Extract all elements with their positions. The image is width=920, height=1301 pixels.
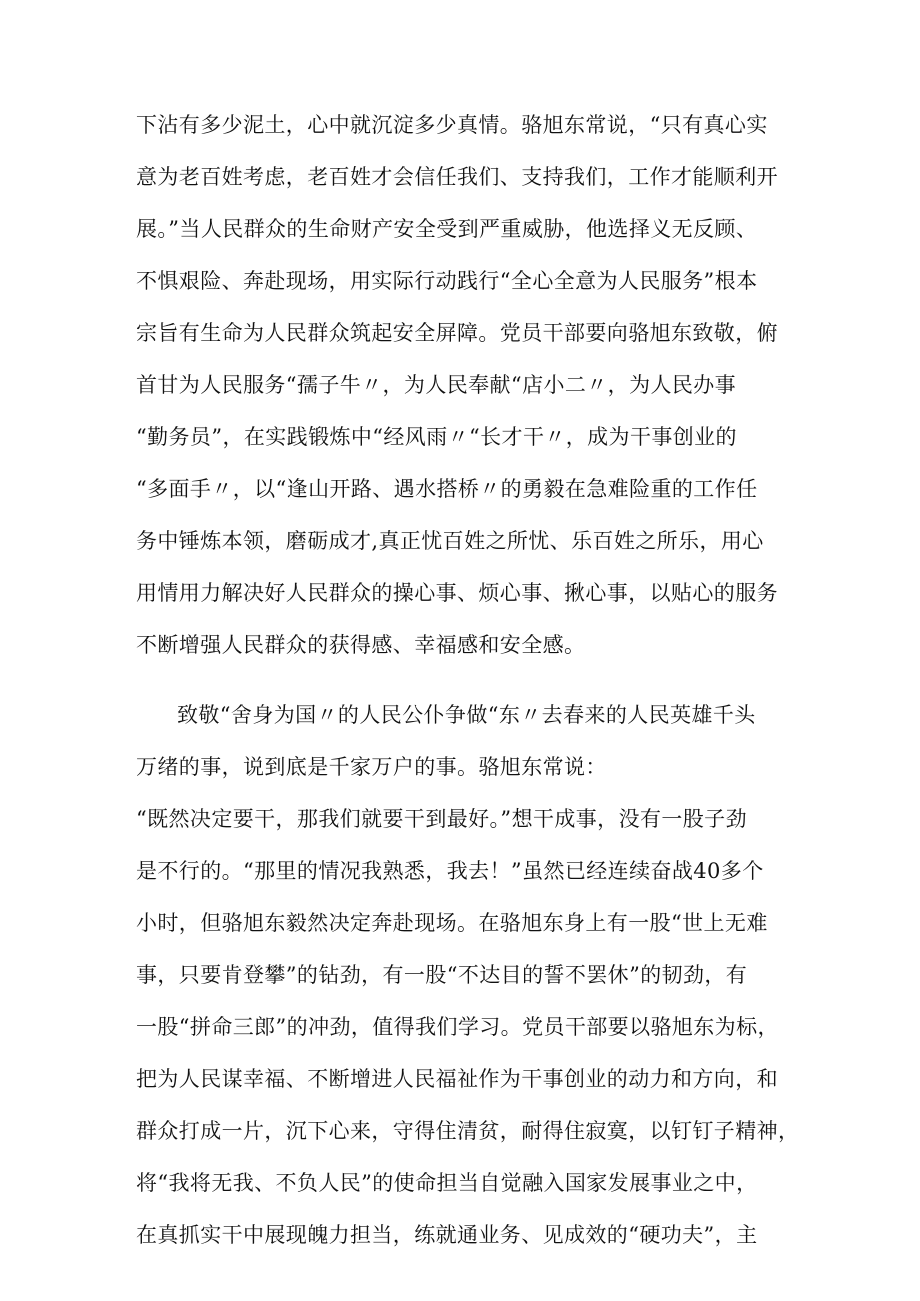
paragraph-2-line-4: 是不行的。“那里的情况我熟悉，我去！”虽然已经连续奋战40多个 <box>136 859 764 883</box>
paragraph-1-line-3: 展。”当人民群众的生命财产安全受到严重威胁，他选择义无反顾、 <box>136 217 758 241</box>
paragraph-1-line-4: 不惧艰险、奔赴现场，用实际行动践行“全心全意为人民服务”根本 <box>136 269 758 293</box>
paragraph-2-line-11: 在真抓实干中展现魄力担当，练就通业务、见成效的“硬功夫”，主 <box>136 1223 758 1247</box>
paragraph-1-line-2: 意为老百姓考虑，老百姓才会信任我们、支持我们，工作才能顺利开 <box>136 165 778 189</box>
paragraph-1-line-7: “勤务员”，在实践锻炼中“经风雨〃“长才干〃，成为干事创业的 <box>136 425 737 449</box>
paragraph-2-line-5: 小时，但骆旭东毅然决定奔赴现场。在骆旭东身上有一股“世上无难 <box>136 911 768 935</box>
paragraph-1-line-11: 不断增强人民群众的获得感、幸福感和安全感。 <box>136 633 586 657</box>
paragraph-1-line-5: 宗旨有生命为人民群众筑起安全屏障。党员干部要向骆旭东致敬，俯 <box>136 321 778 345</box>
paragraph-2-line-3: “既然决定要干，那我们就要干到最好。”想干成事，没有一股子劲 <box>136 807 747 831</box>
paragraph-2-line-8: 把为人民谋幸福、不断增进人民福祉作为干事创业的动力和方向，和 <box>136 1067 778 1091</box>
paragraph-2-line-10: 将“我将无我、不负人民”的使命担当自觉融入国家发展事业之中， <box>136 1171 758 1195</box>
paragraph-2-line-1: 致敬“舍身为国〃的人民公仆争做“东〃去春来的人民英雄千头 <box>177 703 756 727</box>
paragraph-1-line-6: 首甘为人民服务“孺子牛〃，为人民奉献“店小二〃，为人民办事 <box>136 373 737 397</box>
paragraph-1-line-1: 下沾有多少泥土，心中就沉淀多少真情。骆旭东常说，“只有真心实 <box>136 113 768 137</box>
paragraph-1-line-8: “多面手〃，以“逢山开路、遇水搭桥〃的勇毅在急难险重的工作任 <box>136 477 758 501</box>
paragraph-2-line-7: 一股“拼命三郎”的冲劲，值得我们学习。党员干部要以骆旭东为标， <box>136 1015 779 1039</box>
paragraph-2-line-9: 群众打成一片，沉下心来，守得住清贫，耐得住寂寞，以钉钉子精神， <box>136 1119 800 1143</box>
paragraph-1-line-9: 务中锤炼本领，磨砺成才,真正忧百姓之所忧、乐百姓之所乐，用心 <box>136 529 764 553</box>
paragraph-2-line-6: 事，只要肯登攀”的钻劲，有一股“不达目的誓不罢休”的韧劲，有 <box>136 963 748 987</box>
paragraph-2-line-2: 万绪的事，说到底是千家万户的事。骆旭东常说： <box>136 755 607 779</box>
paragraph-1-line-10: 用情用力解决好人民群众的操心事、烦心事、揪心事，以贴心的服务 <box>136 581 778 605</box>
